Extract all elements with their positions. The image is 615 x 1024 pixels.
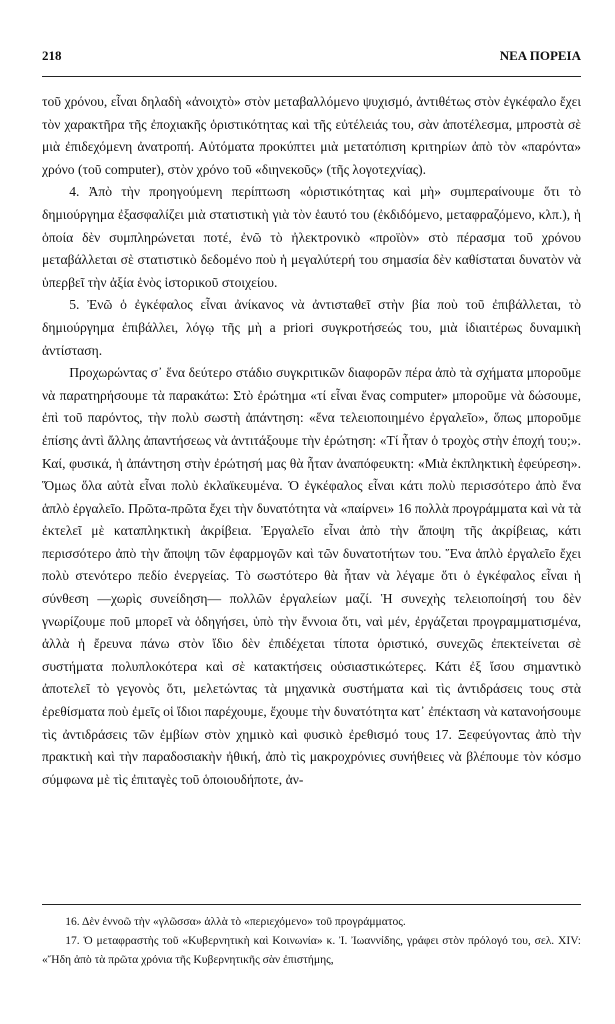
body-text [42,91,581,791]
running-head [42,48,581,77]
running-title: ΝΕΑ ΠΟΡΕΙΑ [499,48,581,63]
paragraph: Προχωρώντας σ᾽ ἕνα δεύτερο στάδιο συγκριτικῶν διαφορῶν πέρα ἀπὸ τὰ σχήματα μποροῦμε νὰ παρατηρήσουμε τὰ παρακάτω: Στὸ ἐρώτημα «τί εἶναι ἕνας computer» μποροῦμε νὰ δώσουμε, ἐπὶ τοῦ παρόντος, τὴν πολὺ σωστὴ ἀπάντηση: «ἕνα τελειοποιημένο ἐργαλεῖο», ὅπως μποροῦμε ἐπίσης ἀντὶ ἄλλης ἀπαντήσεως νὰ ἀντιτάξουμε τὴν ἐρώτηση: «Τί ἦταν ὁ τροχὸς στὴν ἐποχή του;». Καί, φυσικά, ἡ ἀπάντηση στὴν ἐρώτησή μας θὰ ἦταν ἀναπόφευκτη: «Μιὰ ἐκπληκτικὴ ἐφεύρεση». Ὅμως ὅλα αὐτὰ εἶναι πολὺ ἐκλαϊκευμένα. Ὁ ἐγκέφαλος εἶναι κάτι πολὺ περισσότερο ἀπὸ ἕνα ἁπλὸ ἐργαλεῖο. Πρῶτα-πρῶτα ἔχει τὴν δυνατότητα νὰ «παίρνει» 16 πολλὰ προγράμματα καὶ νὰ τὰ ἐκτελεῖ μὲ καταπληκτικὴ ἀκρίβεια. Ἐργαλεῖο εἶναι ἀπὸ τὴν ἄποψη τῆς ἀκρίβειας, κάτι περισσότερο ἀπὸ τὴν ἄποψη τῶν ἐφαρμογῶν καὶ τῶν δυνατοτήτων του. Ἕνα ἁπλὸ ἐργαλεῖο ἔχει πολὺ στενότερο πεδίο ἐνεργείας. Τὸ σωστότερο θὰ ἦταν νὰ λέγαμε ὅτι ὁ ἐγκέφαλος εἶναι ἡ σύνθεση —χωρὶς συνείδηση— πολλῶν ἐργαλείων μαζί. Ἡ συνεχὴς τελειοποίησή του δὲν γνωρίζουμε ποῦ μπορεῖ νὰ ὁδηγήσει, ὑπὸ τὴν ἔννοια ὅτι, ναὶ μέν, ἐργάζεται προγραμματισμένα, ἀλλὰ ἡ ἔρευνα πάνω στὸν ἴδιο δὲν ἐπιδέχεται τίποτα ὁριστικό, συνεχῶς ἐπεκτείνεται σὲ συστήματα πολυπλοκότερα καὶ σὲ κατακτήσεις οὐσιαστικώτερες. Κάτι ἐξ ἴσου σημαντικὸ ἀποτελεῖ τὸ γεγονὸς ὅτι, μελετώντας τὰ μηχανικὰ συστήματα καὶ τὶς ἀντιδράσεις τους στὰ ἐρεθίσματα ποὺ ἐμεῖς οἱ ἴδιοι παρέχουμε, ἔχουμε τὴν δυνατότητα κατ᾽ ἐπέκταση νὰ κατανοήσουμε τὶς ἀντιδράσεις τῶν ἐμβίων στὸν χημικὸ καὶ φυσικὸ ἐρεθισμό τους 17. Ξεφεύγοντας ἀπὸ τὴν πρακτικὴ καὶ τὴν παραδοσιακὴν ἠθική, ἀπὸ τὶς μακροχρόνιες συνήθειες νὰ βλέπουμε τὸν κόσμο σύμφωνα μὲ τὶς ἐπιταγὲς τοῦ ὁποιουδήποτε, ἀν- [42,365,581,787]
footnotes [42,904,581,969]
footnote: 16. Δὲν ἐννοῶ τὴν «γλῶσσα» ἀλλὰ τὸ «περιεχόμενο» τοῦ προγράμματος. [65,915,406,928]
paragraph: τοῦ χρόνου, εἶναι δηλαδὴ «ἀνοιχτὸ» στὸν μεταβαλλόμενο ψυχισμό, ἀντιθέτως στὸν ἐγκέφαλο ἔχει τὸν χαρακτῆρα τῆς ἐποχιακῆς ὁριστικότητας καὶ τῆς εὐτέλειάς του, σὰν ἀποτέλεσμα, μπροστὰ σὲ μιὰ ἐπιδεχόμενη ἀνατροπή. Αὐτόματα προκύπτει μιὰ μετατόπιση κριτηρίων ἀπὸ τὸν «παρόντα» χρόνο (τοῦ computer), στὸν χρόνο τοῦ «διηνεκοῦς» (τῆς λογοτεχνίας). [42,94,581,177]
paragraph: 4. Ἀπὸ τὴν προηγούμενη περίπτωση «ὁριστικότητας καὶ μὴ» συμπεραίνουμε ὅτι τὸ δημιούργημα ἐξασφαλίζει μιὰ στατιστικὴ γιὰ τὸν ἑαυτό του (ἐκδιδόμενο, μεταφραζόμενο, κλπ.), ἡ ὁποία δὲν συμπληρώνεται ποτέ, ἐνῶ τὸ ἠλεκτρονικὸ «προϊὸν» στὸ πέρασμα τοῦ χρόνου μεταβάλλεται σὲ στατιστικὸ δεδομένο ποὺ ἡ μεγαλύτερή του σημασία δὲν καθίσταται δυνατὸν νὰ ὑπερβεῖ τὴν ἀξία ἑνὸς ἱστορικοῦ στοιχείου. [42,184,581,290]
paragraph: 5. Ἐνῶ ὁ ἐγκέφαλος εἶναι ἀνίκανος νὰ ἀντισταθεῖ στὴν βία ποὺ τοῦ ἐπιβάλλεται, τὸ δημιούργημα ἐπιβάλλει, λόγῳ τῆς μὴ a priori συγκροτήσεώς του, μιὰ ἰδιαιτέρως δυναμικὴ ἀντίσταση. [42,297,581,358]
footnote: 17. Ὁ μεταφραστὴς τοῦ «Κυβερνητικὴ καὶ Κοινωνία» κ. Ἰ. Ἰωαννίδης, γράφει στὸν πρόλογό του, σελ. XIV: «Ἤδη ἀπὸ τὰ πρῶτα χρόνια τῆς Κυβερνητικῆς σὰν ἐπιστήμης, [42,934,581,966]
page-number: 218 [42,48,62,63]
